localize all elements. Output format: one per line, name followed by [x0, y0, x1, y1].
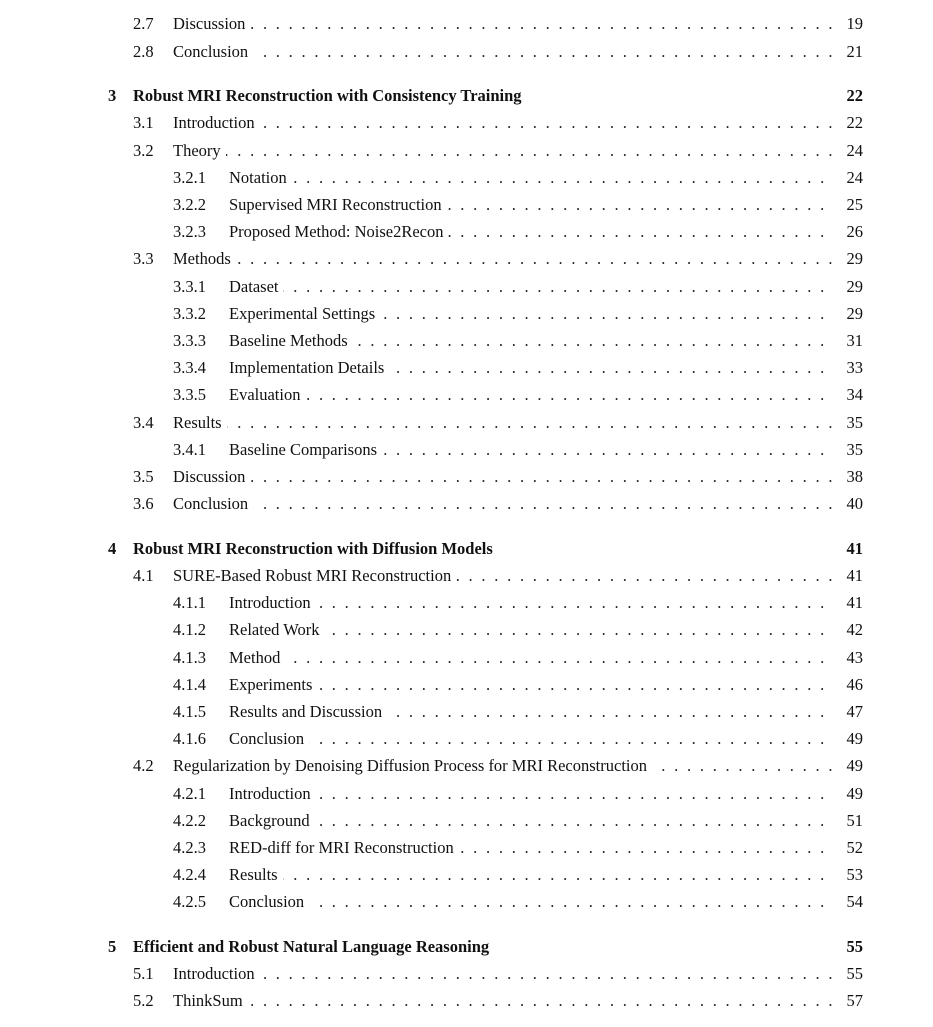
toc-entry[interactable] [0, 592, 933, 614]
dot-leader [173, 112, 833, 134]
toc-entry-page-number: 49 [841, 783, 864, 805]
toc-entry[interactable] [0, 701, 933, 723]
toc-entry-title: Experiments [229, 674, 317, 696]
toc-entry-title: Discussion [173, 466, 250, 488]
toc-entry-title: RED-diff for MRI Reconstruction [229, 837, 459, 859]
dot-leader [229, 674, 833, 696]
dot-leader [173, 466, 833, 488]
toc-entry-page-number: 47 [841, 701, 864, 723]
toc-entry-title: Robust MRI Reconstruction with Diffusion Models [133, 538, 498, 560]
toc-entry-number: 3.2 [133, 141, 154, 160]
toc-entry-title: Theory [173, 140, 226, 162]
toc-entry-title: Regularization by Denoising Diffusion Process for MRI Reconstruction [173, 755, 652, 777]
toc-entry[interactable] [0, 963, 933, 985]
toc-entry-number: 5.2 [133, 991, 154, 1010]
toc-entry[interactable] [0, 783, 933, 805]
toc-entry[interactable] [0, 619, 933, 641]
toc-entry[interactable] [0, 674, 933, 696]
toc-entry-title: Methods [173, 248, 236, 270]
toc-entry-page-number: 25 [841, 194, 864, 216]
toc-entry[interactable] [0, 221, 933, 243]
toc-entry-page-number: 41 [841, 592, 864, 614]
toc-entry[interactable] [0, 112, 933, 134]
toc-entry-page-number: 22 [841, 85, 864, 107]
toc-chapter-entry[interactable] [0, 538, 933, 560]
dot-leader [173, 963, 833, 985]
toc-entry-number: 2.7 [133, 14, 154, 33]
toc-entry-number: 4.2 [133, 756, 154, 775]
toc-entry[interactable] [0, 167, 933, 189]
toc-entry-number: 4.1.2 [173, 620, 206, 639]
toc-entry-page-number: 33 [841, 357, 864, 379]
dot-leader [173, 990, 833, 1012]
toc-entry-title: Method [229, 647, 285, 669]
toc-entry[interactable] [0, 565, 933, 587]
toc-entry-number: 3.4.1 [173, 440, 206, 459]
toc-entry-page-number: 57 [841, 990, 864, 1012]
toc-entry-page-number: 29 [841, 276, 864, 298]
dot-leader [229, 592, 833, 614]
toc-entry-page-number: 22 [841, 112, 864, 134]
toc-entry-number: 3.3.4 [173, 358, 206, 377]
dot-leader [229, 384, 833, 406]
dot-leader [229, 647, 833, 669]
dot-leader [173, 41, 833, 63]
toc-entry-title: Results [173, 412, 227, 434]
toc-entry-title: Conclusion [229, 891, 309, 913]
dot-leader [173, 248, 833, 270]
toc-entry-title: Notation [229, 167, 292, 189]
toc-entry-title: SURE-Based Robust MRI Reconstruction [173, 565, 456, 587]
toc-entry-page-number: 26 [841, 221, 864, 243]
toc-entry-title: Discussion [173, 13, 250, 35]
toc-entry-number: 3.1 [133, 113, 154, 132]
toc-entry-page-number: 46 [841, 674, 864, 696]
toc-entry-page-number: 55 [841, 963, 864, 985]
toc-entry-number: 3.4 [133, 413, 154, 432]
toc-entry-page-number: 49 [841, 728, 864, 750]
toc-entry-number: 2.8 [133, 42, 154, 61]
toc-entry-page-number: 21 [841, 41, 864, 63]
toc-entry-number: 4.2.4 [173, 865, 206, 884]
toc-entry-page-number: 24 [841, 140, 864, 162]
toc-entry[interactable] [0, 276, 933, 298]
toc-entry-number: 3.3.3 [173, 331, 206, 350]
toc-entry-title: Implementation Details [229, 357, 389, 379]
toc-entry-title: Robust MRI Reconstruction with Consistency Training [133, 85, 527, 107]
dot-leader [229, 728, 833, 750]
toc-entry[interactable] [0, 357, 933, 379]
toc-chapter-entry[interactable] [0, 85, 933, 107]
toc-entry-title: Proposed Method: Noise2Recon [229, 221, 448, 243]
toc-entry[interactable] [0, 13, 933, 35]
toc-entry-number: 3.2.2 [173, 195, 206, 214]
toc-entry-title: Conclusion [229, 728, 309, 750]
toc-entry-page-number: 38 [841, 466, 864, 488]
toc-entry-title: Related Work [229, 619, 324, 641]
toc-entry[interactable] [0, 412, 933, 434]
toc-entry-page-number: 55 [841, 936, 864, 958]
toc-entry-title: Results [229, 864, 283, 886]
dot-leader [229, 167, 833, 189]
toc-entry-number: 3 [108, 86, 117, 105]
toc-entry-page-number: 49 [841, 755, 864, 777]
dot-leader [173, 13, 833, 35]
toc-entry-title: Baseline Methods [229, 330, 353, 352]
dot-leader [229, 810, 833, 832]
toc-entry[interactable] [0, 248, 933, 270]
toc-entry-page-number: 31 [841, 330, 864, 352]
toc-entry-page-number: 53 [841, 864, 864, 886]
toc-entry-page-number: 34 [841, 384, 864, 406]
toc-entry[interactable] [0, 140, 933, 162]
toc-entry-number: 5 [108, 937, 117, 956]
toc-entry-page-number: 51 [841, 810, 864, 832]
toc-entry[interactable] [0, 837, 933, 859]
toc-entry-number: 4.1.3 [173, 648, 206, 667]
toc-entry[interactable] [0, 864, 933, 886]
toc-entry-title: Experimental Settings [229, 303, 380, 325]
toc-entry-title: Introduction [173, 112, 260, 134]
toc-entry-title: Baseline Comparisons [229, 439, 382, 461]
toc-entry-number: 3.2.1 [173, 168, 206, 187]
toc-chapter-entry[interactable] [0, 936, 933, 958]
toc-entry-number: 4.2.2 [173, 811, 206, 830]
toc-entry-title: ThinkSum [173, 990, 248, 1012]
dot-leader [229, 864, 833, 886]
toc-entry-page-number: 35 [841, 412, 864, 434]
toc-entry-number: 4.2.1 [173, 784, 206, 803]
dot-leader [229, 891, 833, 913]
toc-entry-page-number: 54 [841, 891, 864, 913]
toc-entry[interactable] [0, 194, 933, 216]
toc-entry-title: Efficient and Robust Natural Language Reasoning [133, 936, 494, 958]
toc-entry[interactable] [0, 466, 933, 488]
dot-leader [173, 140, 833, 162]
toc-entry-page-number: 41 [841, 565, 864, 587]
dot-leader [229, 783, 833, 805]
toc-entry[interactable] [0, 439, 933, 461]
toc-entry-number: 4.1 [133, 566, 154, 585]
toc-entry-title: Background [229, 810, 315, 832]
toc-entry-page-number: 41 [841, 538, 864, 560]
toc-entry-number: 5.1 [133, 964, 154, 983]
toc-entry-title: Dataset [229, 276, 283, 298]
toc-entry-title: Conclusion [173, 493, 253, 515]
toc-entry-title: Conclusion [173, 41, 253, 63]
toc-entry[interactable] [0, 493, 933, 515]
toc-entry-title: Introduction [229, 783, 316, 805]
toc-entry-title: Results and Discussion [229, 701, 387, 723]
toc-entry[interactable] [0, 303, 933, 325]
toc-entry-number: 3.3 [133, 249, 154, 268]
toc-entry-number: 3.3.2 [173, 304, 206, 323]
toc-entry-number: 3.3.1 [173, 277, 206, 296]
toc-entry[interactable] [0, 990, 933, 1012]
toc-entry[interactable] [0, 810, 933, 832]
toc-entry-title: Supervised MRI Reconstruction [229, 194, 447, 216]
toc-entry-number: 4 [108, 539, 117, 558]
toc-entry-page-number: 43 [841, 647, 864, 669]
toc-entry-number: 3.2.3 [173, 222, 206, 241]
toc-entry[interactable] [0, 330, 933, 352]
toc-entry[interactable] [0, 728, 933, 750]
toc-entry-page-number: 52 [841, 837, 864, 859]
toc-entry-page-number: 24 [841, 167, 864, 189]
toc-entry-number: 4.2.5 [173, 892, 206, 911]
toc-entry-title: Introduction [229, 592, 316, 614]
toc-entry-title: Evaluation [229, 384, 305, 406]
toc-entry-page-number: 42 [841, 619, 864, 641]
toc-entry-number: 4.1.4 [173, 675, 206, 694]
toc-entry[interactable] [0, 41, 933, 63]
dot-leader [229, 276, 833, 298]
toc-entry[interactable] [0, 891, 933, 913]
toc-entry-number: 4.1.1 [173, 593, 206, 612]
toc-entry-number: 4.1.6 [173, 729, 206, 748]
toc-entry-number: 3.3.5 [173, 385, 206, 404]
dot-leader [173, 493, 833, 515]
toc-entry-page-number: 29 [841, 303, 864, 325]
toc-entry-number: 4.2.3 [173, 838, 206, 857]
toc-entry-title: Introduction [173, 963, 260, 985]
dot-leader [173, 412, 833, 434]
toc-entry-number: 3.5 [133, 467, 154, 486]
toc-entry-page-number: 29 [841, 248, 864, 270]
toc-entry-page-number: 35 [841, 439, 864, 461]
toc-entry-page-number: 40 [841, 493, 864, 515]
toc-entry-number: 3.6 [133, 494, 154, 513]
toc-entry[interactable] [0, 384, 933, 406]
toc-entry[interactable] [0, 755, 933, 777]
toc-entry-number: 4.1.5 [173, 702, 206, 721]
toc-entry[interactable] [0, 647, 933, 669]
toc-entry-page-number: 19 [841, 13, 864, 35]
